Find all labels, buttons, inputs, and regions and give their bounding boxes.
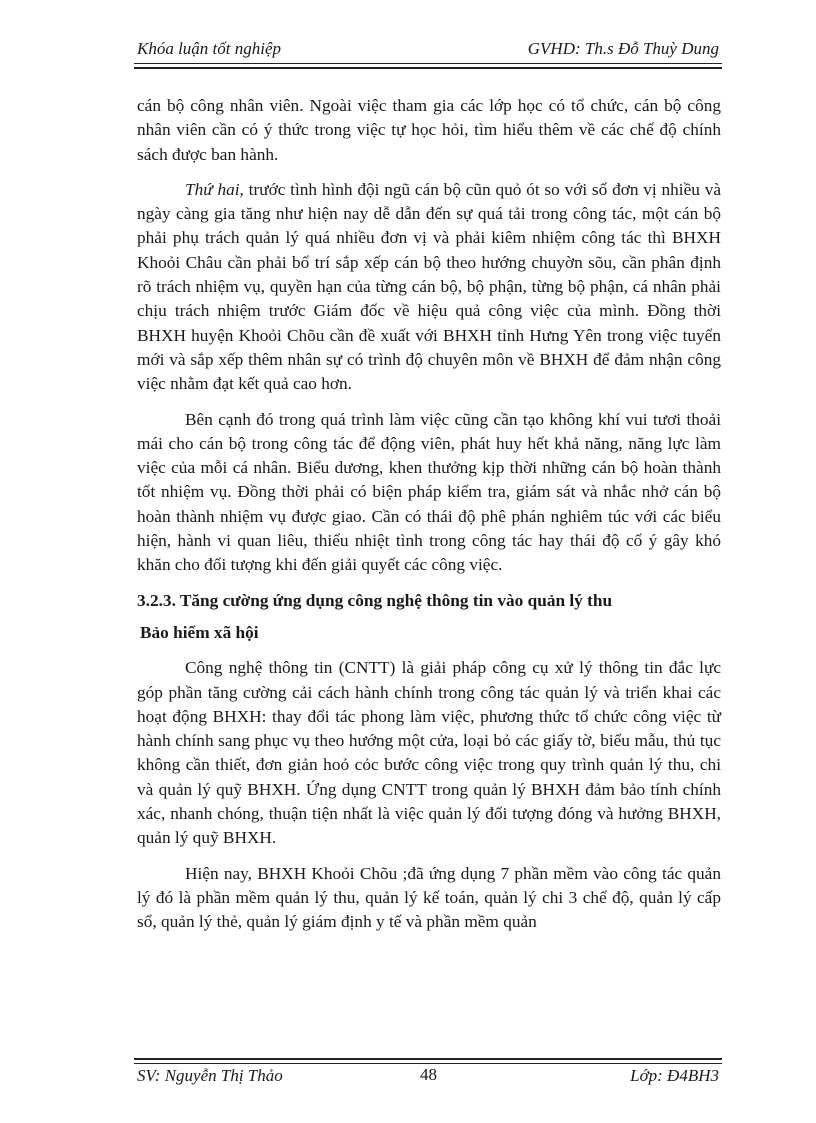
header-thesis-title: Khóa luận tốt nghiệp: [137, 39, 282, 58]
paragraph-2-lead: Thứ hai,: [185, 179, 244, 199]
section-heading: 3.2.3. Tăng cường ứng dụng công nghệ thông tin vào quản lý thu: [137, 590, 613, 610]
paragraph-3: Bên cạnh đó trong quá trình làm việc cũng cần tạo không khí vui tươi thoải mái cho cán bộ trong công tác để động viên, phát huy hết khả năng, năng lực làm việc của mỗi cá nhân. Biểu dương, khen thưởng kịp thời những cán bộ hoàn thành tốt nhiệm vụ. Đồng thời phải có biện pháp kiểm tra, giám sát và nhắc nhở cán bộ hoàn thành nhiệm vụ được giao. Cần có thái độ phê phán nghiêm túc với các biểu hiện, hành vi quan liêu, thiếu nhiệt tình trong công tác hay thái độ cố ý gây khó khăn cho đối tượng khi đến giải quyết các công việc.: [137, 409, 721, 575]
paragraph-5: Hiện nay, BHXH Khoỏi Chõu ;đã ứng dụng 7 phần mềm vào công tác quản lý đó là phần mềm quản lý thu, quản lý kế toán, quản lý chi 3 chế độ, quản lý cấp sổ, quản lý thẻ, quản lý giám định y tế và phần mềm quản: [137, 863, 721, 932]
page-header: [137, 37, 719, 65]
page-footer: [137, 1065, 719, 1091]
header-rule-thick: [134, 67, 722, 69]
footer-student-name: SV: Nguyễn Thị Thảo: [137, 1066, 283, 1085]
page-number: 48: [420, 1065, 437, 1084]
page-body: [137, 94, 721, 935]
footer-rule-thick: [134, 1058, 722, 1060]
paragraph-1: cán bộ công nhân viên. Ngoài việc tham gia các lớp học có tổ chức, cán bộ công nhân viên cần có ý thức trong việc tự học hỏi, tìm hiểu thêm về các chế độ chính sách được ban hành.: [137, 96, 721, 164]
section-heading-continued: Bảo hiểm xã hội: [140, 622, 259, 642]
footer-rule-thin: [134, 1063, 722, 1064]
paragraph-2: [137, 178, 721, 397]
header-rule-thin: [134, 63, 722, 64]
paragraph-4: Công nghệ thông tin (CNTT) là giải pháp công cụ xử lý thông tin đắc lực góp phần tăng cường cải cách hành chính trong công tác quản lý và triển khai các hoạt động BHXH: thay đổi tác phong làm việc, phương thức tổ chức công việc từ hành chính sang phục vụ theo hướng một cửa, loại bỏ các giấy tờ, biểu mẫu, thủ tục không cần thiết, đơn giản hoỏ cỏc bước công việc trong quy trình quản lý thu, chi và quản lý quỹ BHXH. Ứng dụng CNTT trong quản lý BHXH đảm bảo tính chính xác, nhanh chóng, thuận tiện nhất là việc quản lý đối tượng đóng và hưởng BHXH, quản lý quỹ BHXH.: [137, 658, 721, 848]
paragraph-2-text: trước tình hình đội ngũ cán bộ cũn quỏ ót so với số đơn vị nhiều và ngày càng gia tăng như hiện nay dễ dẫn đến sự quá tải trong công tác, một cán bộ phải phụ trách quản lý quá nhiều đơn vị và phải kiêm nhiệm công tác thì BHXH Khoỏi Châu cần phải bố trí sắp xếp cán bộ theo hướng chuyờn sõu, cần phân định rõ trách nhiệm vụ, quyền hạn của từng cán bộ, bộ phận, từng bộ phận, cá nhân phải chịu trách nhiệm trước Giám đốc về hiệu quả công việc của mình. Đồng thời BHXH huyện Khoỏi Chõu cần đề xuất với BHXH tỉnh Hưng Yên trong việc tuyển mới và sắp xếp thêm nhân sự có trình độ chuyên môn về BHXH để đảm nhận công việc nhằm đạt kết quả cao hơn.: [137, 179, 721, 394]
footer-class: Lớp: Đ4BH3: [630, 1066, 719, 1085]
header-supervisor: GVHD: Th.s Đỗ Thuỳ Dung: [527, 39, 719, 58]
